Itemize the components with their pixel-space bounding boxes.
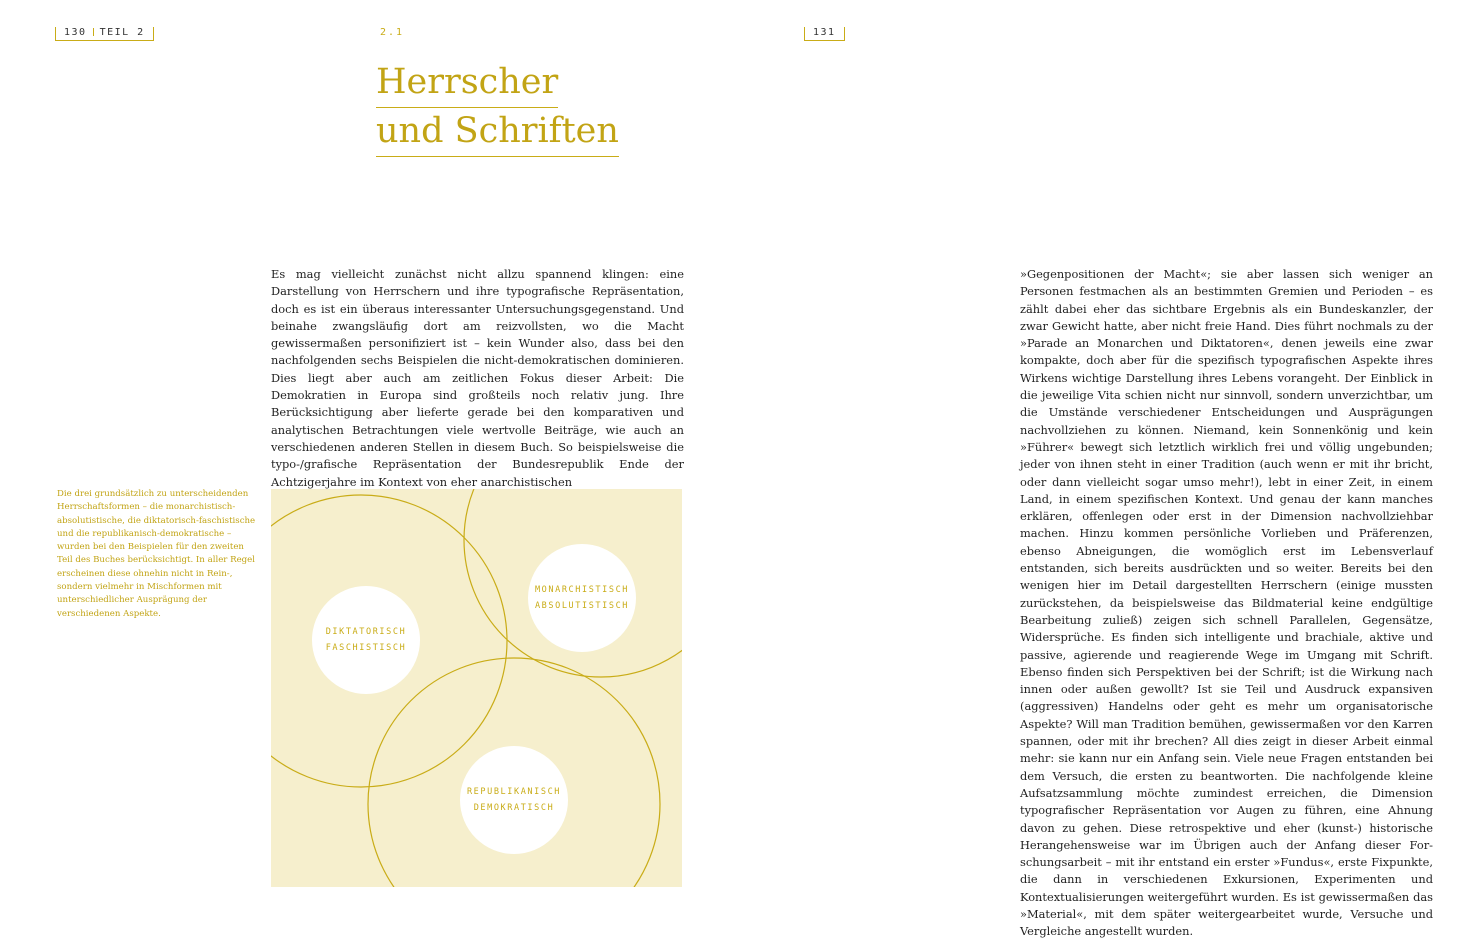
folio-divider [93, 28, 94, 36]
folio-left [55, 27, 154, 41]
label-dictatorial [306, 624, 426, 656]
label-line: DIKTATORISCH [325, 627, 407, 637]
label-line: DEMOKRATISCH [473, 803, 555, 813]
label-line: ABSOLUTISTISCH [534, 601, 630, 611]
body-text-left: Es mag vielleicht zunächst nicht allzu spannend klingen: eine Darstellung von Herrschern und ihre typografische Repräsentation, doch es ist ein überaus interessanter Untersuchungsgegenstand. Und beinahe zwangsläufig dort am reizvollsten, wo die Macht gewissermaßen personifiziert ist – kein Wunder also, dass bei den nachfolgenden sechs Beispielen die nicht-demokratischen dominieren. Dies liegt aber auch am zeitlichen Fokus dieser Arbeit: Die Demokratien in Europa sind großteils noch relativ jung. Ihre Berücksichtigung aber lieferte gerade bei den komparativen und analytischen Betrachtungen viele wertvolle Beiträge, wie auch an verschiedenen anderen Stellen in diesem Buch. So beispielsweise die typo-/grafische Repräsentation der Bundesrepublik Ende der Achtzigerjahre im Kontext von eher anarchistischen [271, 267, 684, 489]
label-line: FASCHISTISCH [325, 643, 407, 653]
part-label: TEIL 2 [99, 27, 145, 38]
label-line: MONARCHISTISCH [534, 585, 630, 595]
chapter-title [376, 58, 619, 156]
page-number-left: 130 [64, 27, 87, 38]
folio-right [804, 27, 845, 41]
chapter-title-line-2: und Schriften [376, 107, 619, 157]
label-republican [449, 784, 579, 816]
overlapping-circles-graphic [271, 489, 682, 887]
diagram-caption: Die drei grundsätzlich zu unterscheidenden Herrschaftsformen – die monarchistisch-absolutistische, die diktatorisch-faschistische und die republikanisch-demokratische – wurden bei den Beispielen für den zweiten Teil des Buches berücksichtigt. In aller Regel erscheinen diese ohnehin nicht in Rein-, sondern vielmehr in Mischformen mit unterschiedlicher Ausprägung der verschiedenen Aspekte. [57, 489, 256, 619]
chapter-title-line-1: Herrscher [376, 58, 558, 108]
label-line: REPUBLIKANISCH [466, 787, 562, 797]
governance-forms-diagram [271, 489, 682, 887]
body-text-right: »Gegenpositionen der Macht«; sie aber lassen sich weniger an Personen festmachen als an bestimmten Gremien und Perioden – es zählt dabei eher das sichtbare Ergebnis als ein Bundeskanzler, der zwar Gewicht hatte, aber nicht freie Hand. Dies führt nochmals zu der »Parade an Monarchen und Diktatoren«, denen jeweils eine zwar kompakte, doch aber für die spezifisch typografischen Aspekte ihres Wirkens wichtige Darstellung ihres Lebens vorangeht. Der Einblick in die jeweilige Vita schien nicht nur sinnvoll, sondern unverzichtbar, um die Umstände verschiedener Entscheidungen und Ausprägungen nachvollziehen zu können. Niemand, kein Sonnenkönig und kein »Führer« bewegt sich letztlich wirklich frei und völlig ungebunden; jeder von ihnen steht in einer Tradition (auch wenn er mit ihr bricht, oder dann vielleicht sogar umso mehr!), lebt in einer Zeit, in einem Land, in einem spezifischen Kontext. Und genau der kann manches erklären, offenlegen oder erst in der Dimension nachvollziehbar machen. Hinzu kommen persönliche Vorlieben und Präferenzen, ebenso Abneigungen, die womöglich erst im Lebensverlauf entstanden, sich bereits ausdrückten und so weiter. Bereits bei den wenigen hier im Detail dargestellten Herrschern (einige mussten zurückstehen, da beispielsweise das Bildmaterial keine endgültige Bearbeitung zuließ) zeigen sich schnell Parallelen, Gegensätze, Widersprüche. Es finden sich intelligente und brachiale, aktive und passive, agierende und reagierende Wege im Umgang mit Schrift. Ebenso finden sich Perspektiven bei der Schrift; ist die Wirkung nach innen oder außen gewollt? Ist sie Teil und Ausdruck expansiven (aggressiven) Handelns oder geht es mehr um organisatorische Aspekte? Will man Tradition bemühen, gewissermaßen vor den Karren spannen, oder mit ihr brechen? All dies zeigt in dieser Arbeit einmal mehr: sie kann nur ein Anfang sein. Viele neue Fragen entstanden bei dem Versuch, die ersten zu beantworten. Die nachfolgende kleine Aufsatzsammlung möchte zumindest erreichen, die Dimension typografischer Repräsentation vor Augen zu führen, eine Ahnung davon zu gehen. Diese retrospektive und eher (kunst-) historische Herangehensweise war im Übrigen auch der Anfang dieser Forschungsarbeit – mit ihr entstand ein erster »Fundus«, erste Fixpunkte, die dann in verschiedenen Exkursionen, Experimenten und Kontextualisierungen weitergeführt wurden. Es ist gewissermaßen das »Material«, mit dem später weitergearbeitet wurde, Versuche und Vergleiche angestellt wurden. [1020, 267, 1433, 939]
section-number: 2.1 [380, 27, 405, 38]
label-monarchic [517, 582, 647, 614]
page-number-right: 131 [813, 27, 836, 38]
